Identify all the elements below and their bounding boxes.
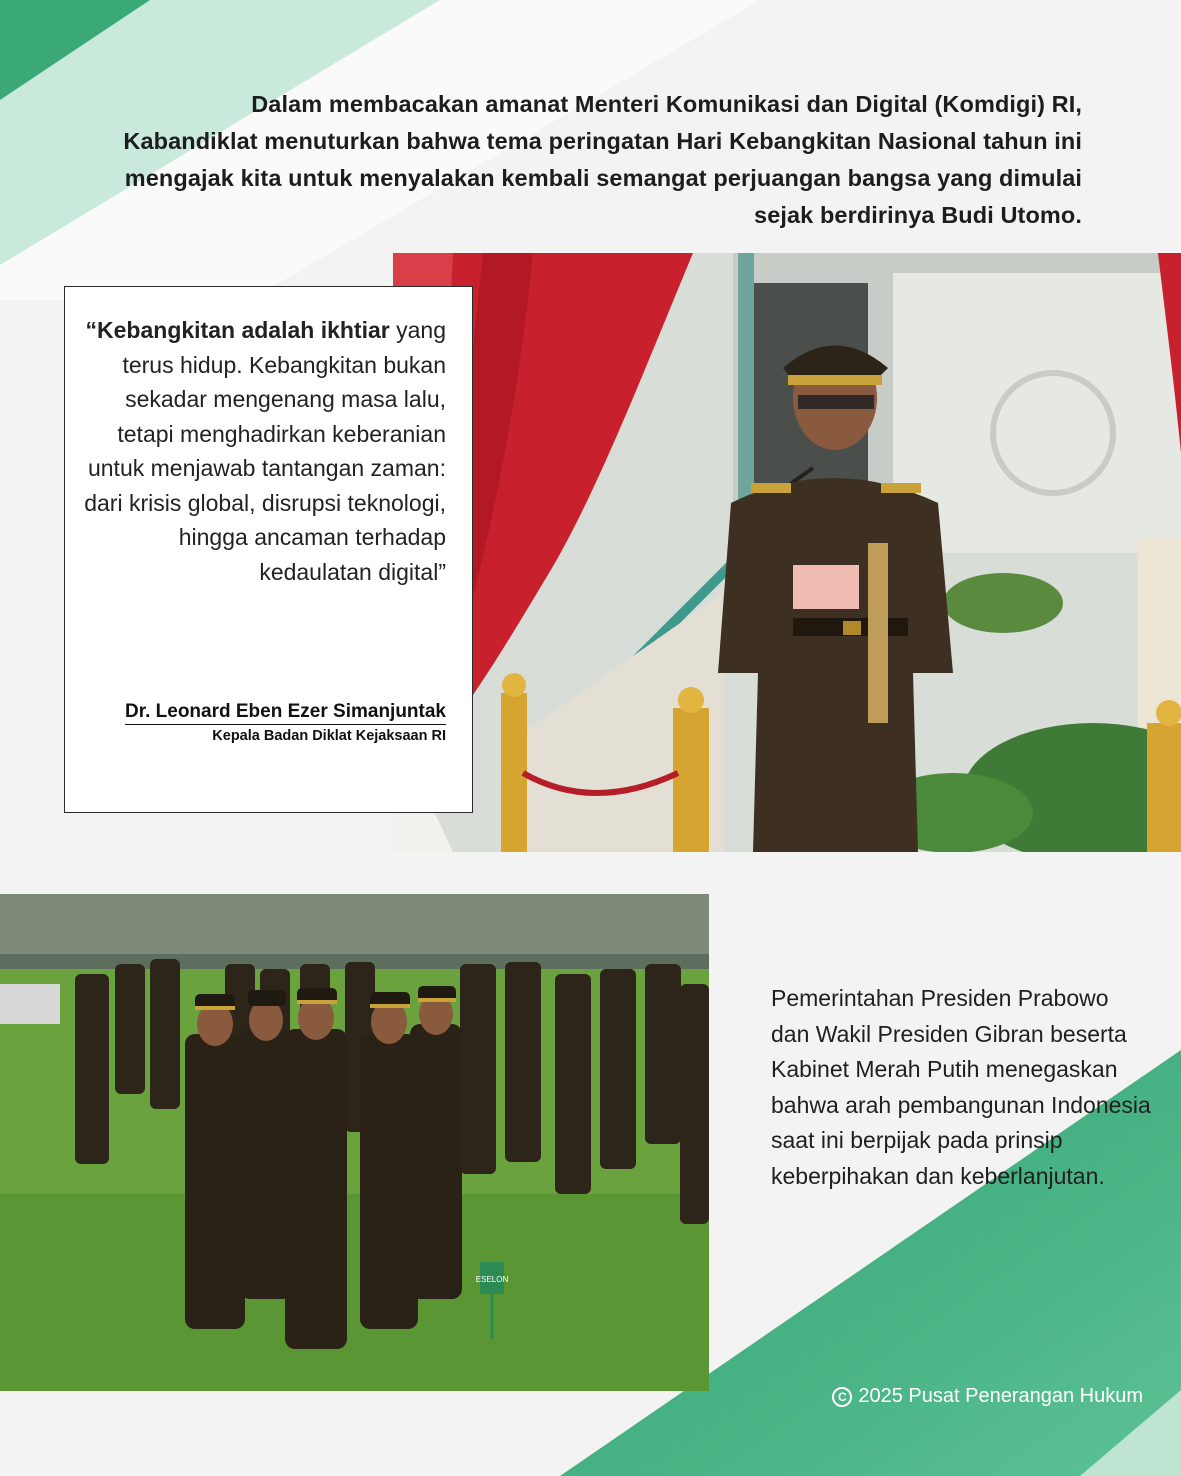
speaker-photo — [393, 253, 1181, 852]
author-name: Dr. Leonard Eben Ezer Simanjuntak — [125, 701, 446, 725]
quote-text — [66, 313, 446, 589]
quote-author — [125, 701, 446, 744]
copyright-icon: C — [832, 1387, 852, 1407]
intro-paragraph: Dalam membacakan amanat Menteri Komunikasi dan Digital (Komdigi) RI, Kabandiklat menuturkan bahwa tema peringatan Hari Kebangkitan Nasional tahun ini mengajak kita untuk menyalakan kembali semangat perjuangan bangsa yang dimulai sejak berdirinya Budi Utomo. — [123, 91, 1082, 228]
footer-credit — [832, 1385, 1143, 1408]
quote-body: yang terus hidup. Kebangkitan bukan sekadar mengenang masa lalu, tetapi menghadirkan keberanian untuk menjawab tantangan zaman: dari krisis global, disrupsi teknologi, hingga ancaman terhadap kedaulatan digital” — [84, 317, 446, 585]
quote-card — [64, 286, 473, 813]
footer-text: 2025 Pusat Penerangan Hukum — [858, 1385, 1143, 1407]
quote-lead: “Kebangkitan adalah ikhtiar — [85, 317, 390, 343]
closing-paragraph: Pemerintahan Presiden Prabowo dan Wakil Presiden Gibran beserta Kabinet Merah Putih menegaskan bahwa arah pembangunan Indonesia saat ini berpijak pada prinsip keberpihakan dan keberlanjutan. — [771, 985, 1151, 1189]
author-role: Kepala Badan Diklat Kejaksaan RI — [212, 728, 446, 744]
ceremony-formation-photo — [0, 894, 709, 1391]
photo-sign-label: ESELON — [475, 1275, 509, 1284]
